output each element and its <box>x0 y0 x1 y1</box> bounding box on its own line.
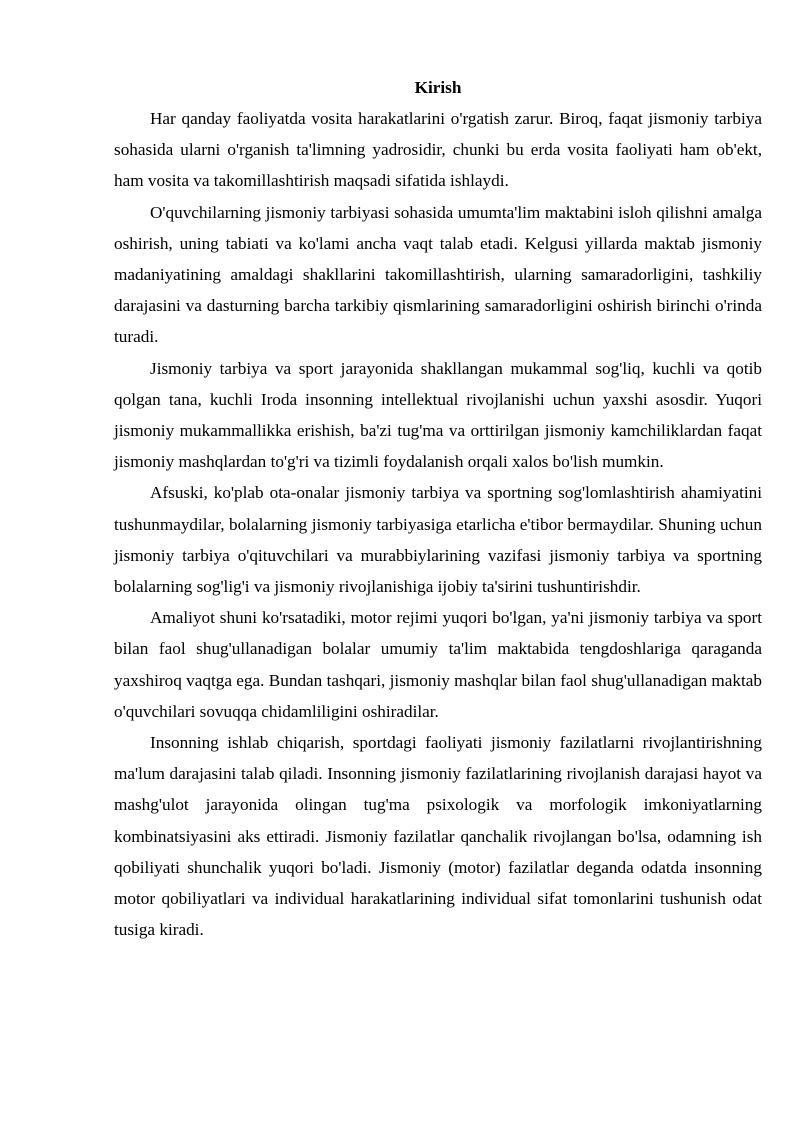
paragraph-3: Jismoniy tarbiya va sport jarayonida shakllangan mukammal sog'liq, kuchli va qotib qolgan tana, kuchli Iroda insonning intellektual rivojlanishi uchun yaxshi asosdir. Yuqori jismoniy mukammallikka erishish, ba'zi tug'ma va orttirilgan jismoniy kamchiliklardan faqat jismoniy mashqlardan to'g'ri va tizimli foydalanish orqali xalos bo'lish mumkin. <box>114 358 762 472</box>
paragraph-1: Har qanday faoliyatda vosita harakatlarini o'rgatish zarur. Biroq, faqat jismoniy tarbiya sohasida ularni o'rganish ta'limning yadrosidir, chunki bu erda vosita faoliyati ham ob'ekt, ham vosita va takomillashtirish maqsadi sifatida ishlaydi. <box>114 109 762 191</box>
page-title: Kirish <box>414 78 462 97</box>
document-body <box>114 74 762 945</box>
paragraph-5: Amaliyot shuni ko'rsatadiki, motor rejimi yuqori bo'lgan, ya'ni jismoniy tarbiya va sport bilan faol shug'ullanadigan bolalar umumiy ta'lim maktabida tengdoshlariga qaraganda yaxshiroq vaqtga ega. Bundan tashqari, jismoniy mashqlar bilan faol shug'ullanadigan maktab o'quvchilari sovuqqa chidamliligini oshiradilar. <box>114 608 762 721</box>
paragraph-2: O'quvchilarning jismoniy tarbiyasi sohasida umumta'lim maktabini isloh qilishni amalga oshirish, uning tabiati va ko'lami ancha vaqt talab etadi. Kelgusi yillarda maktab jismoniy madaniyatining amaldagi shakllarini takomillashtirish, ularning samaradorligini, tashkiliy darajasini va dasturning barcha tarkibiy qismlarining samaradorligini oshirish birinchi o'rinda turadi. <box>114 202 762 347</box>
paragraph-6: Insonning ishlab chiqarish, sportdagi faoliyati jismoniy fazilatlarni rivojlantirishning ma'lum darajasini talab qiladi. Insonning jismoniy fazilatlarining rivojlanish darajasi hayot va mashg'ulot jarayonida olingan tug'ma psixologik va morfologik imkoniyatlarning kombinatsiyasini aks ettiradi. Jismoniy fazilatlar qanchalik rivojlangan bo'lsa, odamning ish qobiliyati shunchalik yuqori bo'ladi. Jismoniy (motor) fazilatlar deganda odatda insonning motor qobiliyatlari va individual harakatlarining individual sifat tomonlarini tushunish odat tusiga kiradi. <box>114 733 762 940</box>
paragraph-4: Afsuski, ko'plab ota-onalar jismoniy tarbiya va sportning sog'lomlashtirish ahamiyatini tushunmaydilar, bolalarning jismoniy tarbiyasiga etarlicha e'tibor bermaydilar. Shuning uchun jismoniy tarbiya o'qituvchilari va murabbiylarining vazifasi jismoniy tarbiya va sportning bolalarning sog'lig'i va jismoniy rivojlanishiga ijobiy ta'sirini tushuntirishdir. <box>114 483 762 597</box>
